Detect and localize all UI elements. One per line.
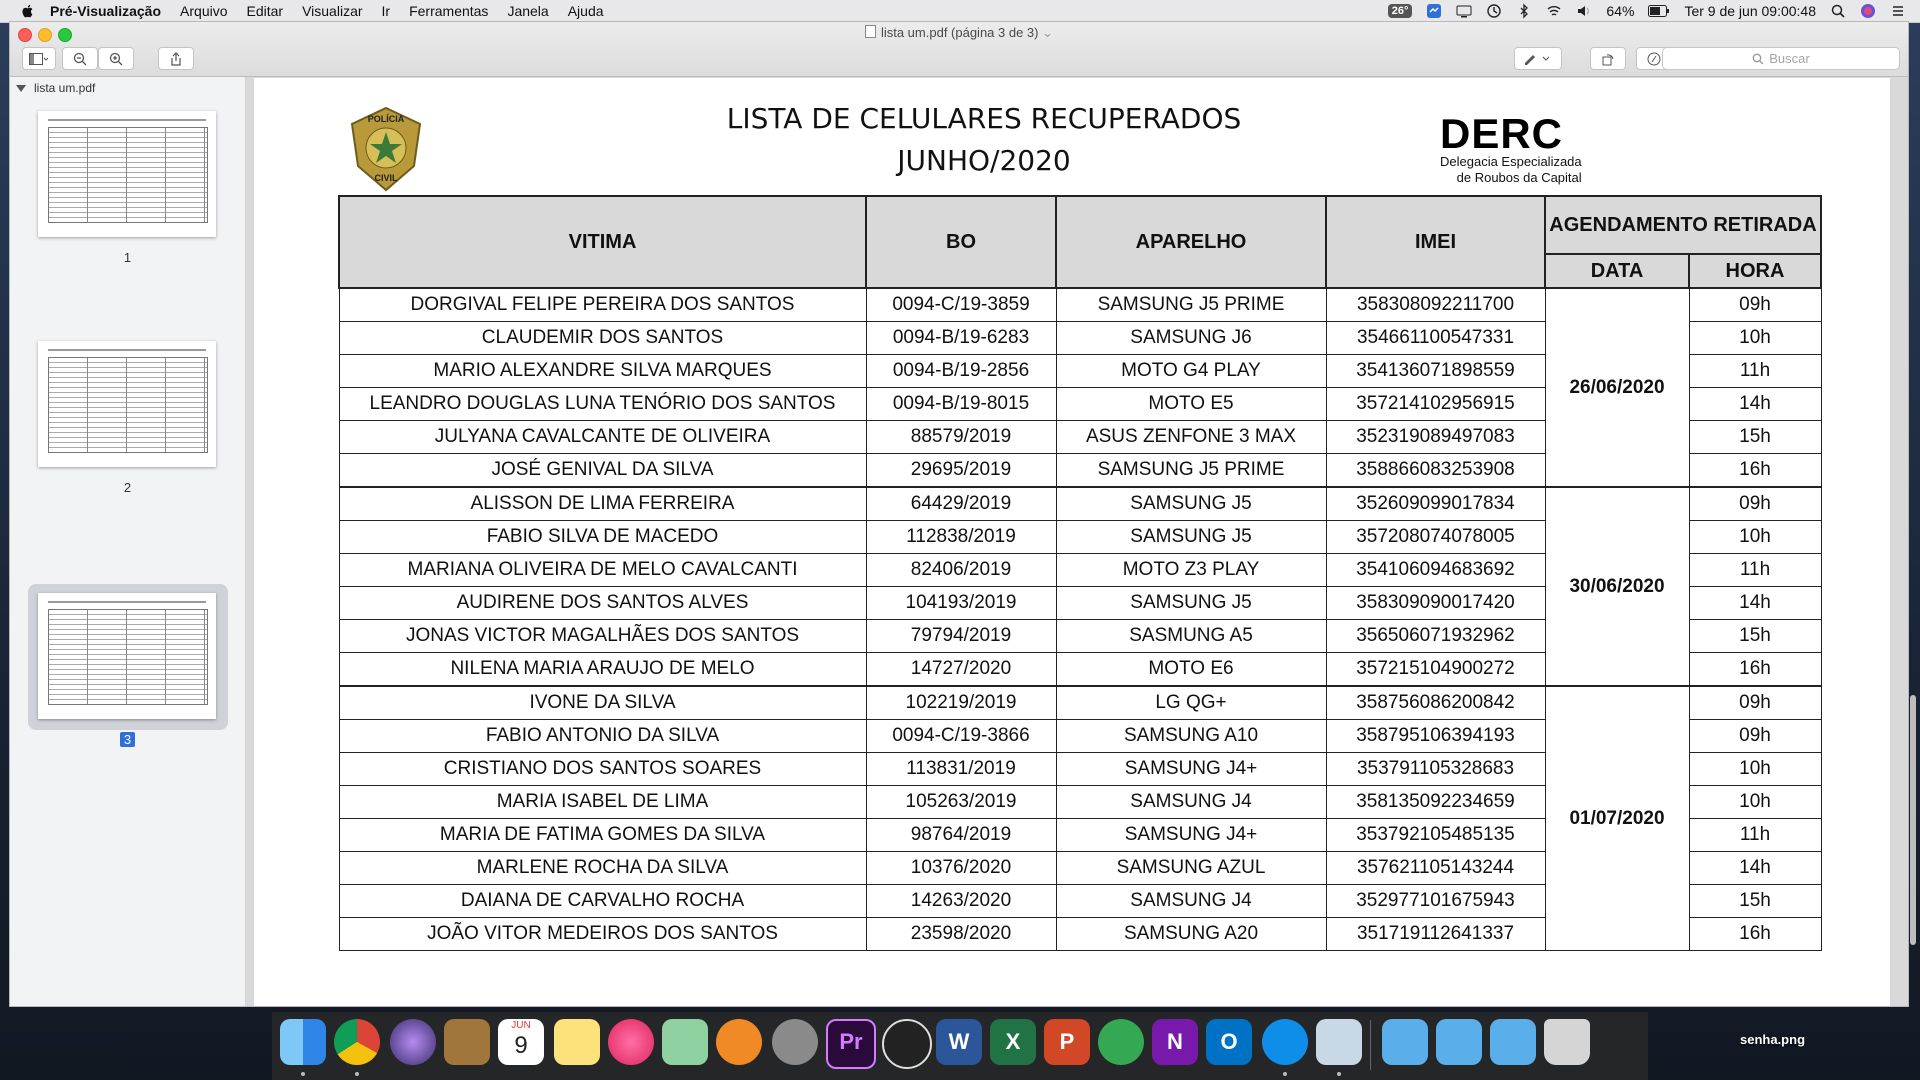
cell-imei: 354661100547331 — [1326, 322, 1545, 355]
spotlight-search-icon[interactable] — [1830, 3, 1846, 19]
cell-hora: 10h — [1689, 521, 1821, 554]
cell-imei: 358795106394193 — [1326, 720, 1545, 753]
calendar-icon[interactable] — [498, 1019, 544, 1065]
cell-aparelho: SAMSUNG J4+ — [1056, 819, 1326, 852]
header-hora: HORA — [1689, 254, 1821, 288]
cell-vitima: JOÃO VITOR MEDEIROS DOS SANTOS — [339, 918, 866, 951]
apple-icon[interactable] — [20, 3, 36, 19]
system-preferences-icon[interactable] — [772, 1019, 818, 1065]
cell-bo: 0094-B/19-6283 — [866, 322, 1056, 355]
cell-imei: 357214102956915 — [1326, 388, 1545, 421]
cell-bo: 102219/2019 — [866, 686, 1056, 720]
menu-app-name[interactable]: Pré-Visualização — [50, 3, 162, 19]
menu-janela[interactable]: Janela — [507, 3, 549, 19]
menubar-clock[interactable]: Ter 9 de jun 09:00:48 — [1684, 3, 1816, 19]
rotate-button[interactable] — [1590, 47, 1626, 70]
cell-vitima: FABIO SILVA DE MACEDO — [339, 521, 866, 554]
cell-aparelho: LG QG+ — [1056, 686, 1326, 720]
cell-imei: 357215104900272 — [1326, 653, 1545, 687]
calendar-day: 9 — [514, 1032, 528, 1059]
cell-aparelho: SAMSUNG A20 — [1056, 918, 1326, 951]
cell-vitima: CLAUDEMIR DOS SANTOS — [339, 322, 866, 355]
cell-aparelho: MOTO Z3 PLAY — [1056, 554, 1326, 587]
cell-aparelho: ASUS ZENFONE 3 MAX — [1056, 421, 1326, 454]
cell-bo: 79794/2019 — [866, 620, 1056, 653]
document-viewer[interactable] — [246, 77, 1908, 1006]
cell-imei: 353792105485135 — [1326, 819, 1545, 852]
word-icon[interactable]: W — [936, 1019, 982, 1065]
cell-aparelho: SAMSUNG J5 — [1056, 587, 1326, 620]
annotate-icon — [1647, 52, 1661, 66]
cell-hora: 15h — [1689, 421, 1821, 454]
sidebar-file-name: lista um.pdf — [34, 81, 96, 95]
cell-vitima: MARIA DE FATIMA GOMES DA SILVA — [339, 819, 866, 852]
finder-icon[interactable] — [280, 1019, 326, 1065]
cell-aparelho: SAMSUNG AZUL — [1056, 852, 1326, 885]
cell-hora: 11h — [1689, 554, 1821, 587]
menu-ajuda[interactable]: Ajuda — [567, 3, 604, 19]
battery-percentage: 64% — [1606, 3, 1635, 19]
header-data: DATA — [1545, 254, 1689, 288]
cell-vitima: ALISSON DE LIMA FERREIRA — [339, 487, 866, 521]
cell-vitima: IVONE DA SILVA — [339, 686, 866, 720]
battery-icon[interactable] — [1648, 3, 1670, 19]
cell-bo: 82406/2019 — [866, 554, 1056, 587]
cell-aparelho: MOTO E5 — [1056, 388, 1326, 421]
cell-data: 26/06/2020 — [1545, 288, 1689, 487]
obs-icon[interactable] — [882, 1019, 932, 1069]
table-body — [339, 288, 1821, 951]
zoom-out-icon — [73, 52, 87, 66]
maps-icon[interactable] — [662, 1019, 708, 1065]
cell-hora: 14h — [1689, 852, 1821, 885]
cell-hora: 14h — [1689, 587, 1821, 620]
cell-vitima: NILENA MARIA ARAUJO DE MELO — [339, 653, 866, 687]
markup-button[interactable] — [1514, 47, 1562, 70]
cell-vitima: JULYANA CAVALCANTE DE OLIVEIRA — [339, 421, 866, 454]
window-titlebar — [10, 22, 1908, 77]
page-thumbnail-1[interactable] — [38, 111, 216, 237]
pen-icon — [1523, 53, 1553, 65]
cell-bo: 88579/2019 — [866, 421, 1056, 454]
header-bo: BO — [866, 196, 1056, 288]
cell-data: 01/07/2020 — [1545, 686, 1689, 951]
messenger-icon[interactable] — [1426, 3, 1442, 19]
thumbnail-sidebar — [10, 77, 246, 1006]
cell-imei: 358756086200842 — [1326, 686, 1545, 720]
cell-hora: 09h — [1689, 487, 1821, 521]
cell-vitima: MARIANA OLIVEIRA DE MELO CAVALCANTI — [339, 554, 866, 587]
cell-aparelho: SAMSUNG J4+ — [1056, 753, 1326, 786]
sidebar-file-header[interactable] — [16, 81, 95, 95]
sidebar-icon — [29, 53, 49, 65]
menu-bar — [0, 0, 1920, 23]
cell-hora: 09h — [1689, 288, 1821, 322]
menu-ferramentas[interactable]: Ferramentas — [409, 3, 489, 19]
cell-bo: 98764/2019 — [866, 819, 1056, 852]
cell-bo: 10376/2020 — [866, 852, 1056, 885]
cell-imei: 351719112641337 — [1326, 918, 1545, 951]
cell-bo: 105263/2019 — [866, 786, 1056, 819]
cell-vitima: AUDIRENE DOS SANTOS ALVES — [339, 587, 866, 620]
volume-icon[interactable] — [1576, 3, 1592, 19]
cell-imei: 358308092211700 — [1326, 288, 1545, 322]
header-agendamento: AGENDAMENTO RETIRADA — [1545, 196, 1821, 254]
weather-widget[interactable]: 26° — [1388, 4, 1413, 18]
cell-hora: 10h — [1689, 322, 1821, 355]
cell-vitima: LEANDRO DOUGLAS LUNA TENÓRIO DOS SANTOS — [339, 388, 866, 421]
pdf-page — [254, 78, 1890, 1006]
cell-hora: 15h — [1689, 885, 1821, 918]
bluetooth-icon[interactable] — [1516, 3, 1532, 19]
page-label-3 — [10, 732, 245, 747]
preview-window — [10, 22, 1908, 1006]
chrome-icon[interactable] — [334, 1019, 380, 1065]
cell-bo: 104193/2019 — [866, 587, 1056, 620]
cell-bo: 14263/2020 — [866, 885, 1056, 918]
cell-vitima: JONAS VICTOR MAGALHÃES DOS SANTOS — [339, 620, 866, 653]
cell-aparelho: SAMSUNG J4 — [1056, 786, 1326, 819]
header-imei: IMEI — [1326, 196, 1545, 288]
cell-bo: 0094-B/19-2856 — [866, 355, 1056, 388]
wifi-icon[interactable] — [1546, 3, 1562, 19]
cell-data: 30/06/2020 — [1545, 487, 1689, 686]
sidebar-toggle-button[interactable] — [22, 47, 56, 70]
derc-subtitle-2: de Roubos da Capital — [1456, 170, 1582, 185]
derc-title: DERC — [1440, 110, 1564, 157]
selected-page-number: 3 — [120, 732, 135, 747]
cell-bo: 14727/2020 — [866, 653, 1056, 687]
onenote-icon[interactable]: N — [1152, 1019, 1198, 1065]
zoom-in-button[interactable] — [98, 47, 134, 70]
cell-imei: 357208074078005 — [1326, 521, 1545, 554]
menu-ir[interactable]: Ir — [381, 3, 391, 19]
window-title-text: lista um.pdf (página 3 de 3) — [880, 25, 1039, 40]
cell-hora: 10h — [1689, 786, 1821, 819]
cell-vitima: DORGIVAL FELIPE PEREIRA DOS SANTOS — [339, 288, 866, 322]
title-chevron-icon[interactable]: ⌄ — [1042, 25, 1054, 40]
badge-top-text: POLÍCIA — [367, 114, 405, 124]
cell-vitima: DAIANA DE CARVALHO ROCHA — [339, 885, 866, 918]
share-icon — [169, 52, 183, 66]
preview-app-icon[interactable] — [1316, 1019, 1362, 1065]
trash-icon[interactable] — [1544, 1019, 1590, 1065]
header-aparelho: APARELHO — [1056, 196, 1326, 288]
table-row — [339, 288, 1821, 322]
powerpoint-icon[interactable]: P — [1044, 1019, 1090, 1065]
teamviewer-icon[interactable] — [1262, 1019, 1308, 1065]
cell-aparelho: SAMSUNG J6 — [1056, 322, 1326, 355]
cell-hora: 10h — [1689, 753, 1821, 786]
cell-imei: 352319089497083 — [1326, 421, 1545, 454]
badge-bottom-text: CIVIL — [374, 173, 398, 183]
cell-imei: 358309090017420 — [1326, 587, 1545, 620]
cell-aparelho: SAMSUNG J5 — [1056, 487, 1326, 521]
cell-hora: 09h — [1689, 720, 1821, 753]
calendar-month: JUN — [511, 1020, 531, 1031]
cell-bo: 0094-C/19-3859 — [866, 288, 1056, 322]
vertical-scrollbar[interactable] — [1910, 695, 1916, 945]
cell-aparelho: SASMUNG A5 — [1056, 620, 1326, 653]
cell-imei: 356506071932962 — [1326, 620, 1545, 653]
cell-hora: 16h — [1689, 918, 1821, 951]
desktop-file-label[interactable]: senha.png — [1740, 1032, 1806, 1047]
menu-arquivo[interactable]: Arquivo — [180, 3, 228, 19]
search-placeholder: Buscar — [1769, 51, 1810, 66]
cell-hora: 09h — [1689, 686, 1821, 720]
cell-bo: 23598/2020 — [866, 918, 1056, 951]
search-icon — [1752, 53, 1764, 65]
share-button[interactable] — [158, 47, 194, 70]
document-title-line2: JUNHO/2020 — [897, 144, 1071, 177]
cell-vitima: MARLENE ROCHA DA SILVA — [339, 852, 866, 885]
table-row — [339, 686, 1821, 720]
policia-civil-badge-icon — [348, 106, 424, 192]
cell-imei: 357621105143244 — [1326, 852, 1545, 885]
cell-aparelho: SAMSUNG J4 — [1056, 885, 1326, 918]
table-row — [339, 487, 1821, 521]
window-title[interactable] — [10, 25, 1908, 41]
search-field[interactable] — [1662, 47, 1900, 70]
cell-bo: 113831/2019 — [866, 753, 1056, 786]
cell-vitima: JOSÉ GENIVAL DA SILVA — [339, 454, 866, 488]
display-icon[interactable] — [1456, 3, 1472, 19]
document-title-line1: LISTA DE CELULARES RECUPERADOS — [726, 102, 1242, 135]
cell-bo: 0094-C/19-3866 — [866, 720, 1056, 753]
cell-hora: 14h — [1689, 388, 1821, 421]
excel-icon[interactable]: X — [990, 1019, 1036, 1065]
cell-aparelho: MOTO E6 — [1056, 653, 1326, 687]
phones-table — [338, 195, 1822, 951]
menu-visualizar[interactable]: Visualizar — [302, 3, 363, 19]
cell-aparelho: SAMSUNG A10 — [1056, 720, 1326, 753]
cell-hora: 16h — [1689, 454, 1821, 488]
notification-center-icon[interactable] — [1890, 3, 1906, 19]
cell-vitima: MARIO ALEXANDRE SILVA MARQUES — [339, 355, 866, 388]
rotate-icon — [1601, 52, 1615, 66]
cell-imei: 354136071898559 — [1326, 355, 1545, 388]
cell-imei: 352977101675943 — [1326, 885, 1545, 918]
disclosure-triangle-icon[interactable] — [16, 85, 26, 92]
cell-imei: 353791105328683 — [1326, 753, 1545, 786]
cell-imei: 358135092234659 — [1326, 786, 1545, 819]
itunes-icon[interactable] — [608, 1019, 654, 1065]
page-label-1: 1 — [123, 250, 132, 265]
cell-aparelho: SAMSUNG J5 PRIME — [1056, 288, 1326, 322]
cell-aparelho: SAMSUNG J5 PRIME — [1056, 454, 1326, 488]
documents-folder-icon[interactable] — [1436, 1019, 1482, 1065]
header-vitima: VITIMA — [339, 196, 866, 288]
siri-app-icon[interactable] — [390, 1019, 436, 1065]
cell-hora: 15h — [1689, 620, 1821, 653]
cell-hora: 16h — [1689, 653, 1821, 687]
cell-vitima: CRISTIANO DOS SANTOS SOARES — [339, 753, 866, 786]
siri-icon[interactable] — [1860, 3, 1876, 19]
zoom-out-button[interactable] — [62, 47, 98, 70]
notebook-icon[interactable] — [444, 1019, 490, 1065]
outlook-icon[interactable]: O — [1206, 1019, 1252, 1065]
premiere-pro-icon[interactable]: Pr — [826, 1019, 876, 1069]
cell-hora: 11h — [1689, 355, 1821, 388]
page-thumbnail-2[interactable] — [38, 341, 216, 467]
books-icon[interactable] — [716, 1019, 762, 1065]
time-machine-icon[interactable] — [1486, 3, 1502, 19]
dock — [272, 1012, 1648, 1080]
applications-folder-icon[interactable] — [1382, 1019, 1428, 1065]
derc-logo — [1440, 110, 1582, 186]
cell-bo: 64429/2019 — [866, 487, 1056, 521]
cell-imei: 358866083253908 — [1326, 454, 1545, 488]
page-label-2: 2 — [123, 480, 132, 495]
zoom-in-icon — [109, 52, 123, 66]
cell-aparelho: SAMSUNG J5 — [1056, 521, 1326, 554]
menu-editar[interactable]: Editar — [246, 3, 284, 19]
cell-imei: 354106094683692 — [1326, 554, 1545, 587]
cell-bo: 112838/2019 — [866, 521, 1056, 554]
cell-bo: 29695/2019 — [866, 454, 1056, 488]
cell-vitima: MARIA ISABEL DE LIMA — [339, 786, 866, 819]
cell-bo: 0094-B/19-8015 — [866, 388, 1056, 421]
pdf-file-icon — [865, 25, 876, 38]
cell-aparelho: MOTO G4 PLAY — [1056, 355, 1326, 388]
cell-hora: 11h — [1689, 819, 1821, 852]
page-thumbnail-3[interactable] — [38, 593, 216, 719]
derc-subtitle-1: Delegacia Especializada — [1440, 154, 1582, 169]
teamviewer-green-icon[interactable] — [1098, 1019, 1144, 1065]
downloads-folder-icon[interactable] — [1490, 1019, 1536, 1065]
cell-imei: 352609099017834 — [1326, 487, 1545, 521]
notes-icon[interactable] — [554, 1019, 600, 1065]
cell-vitima: FABIO ANTONIO DA SILVA — [339, 720, 866, 753]
